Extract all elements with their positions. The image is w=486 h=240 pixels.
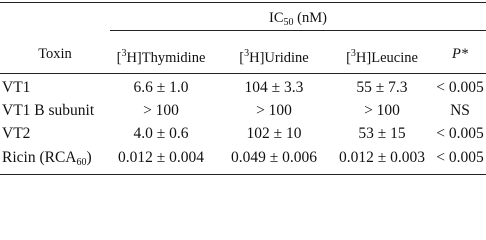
column-header-leucine: [$^3$H]Leucine [346,48,418,66]
cell-leucine: 0.012 ± 0.003 [338,149,426,166]
cell-uridine: > 100 [256,102,292,119]
cell-p-value: < 0.005 [436,149,484,166]
cell-uridine: 102 ± 10 [246,125,302,142]
cell-uridine: 104 ± 3.3 [244,79,304,96]
bottom-rule [0,174,486,175]
cell-p-value: < 0.005 [436,79,484,96]
cell-toxin: VT1 B subunit [2,102,95,119]
cell-thymidine: > 100 [143,102,179,119]
column-header-toxin: Toxin [38,46,72,62]
column-header-uridine: [$^3$H]Uridine [239,48,309,66]
column-header-thymidine: [$^3$H]Thymidine [116,48,206,66]
group-header-rule [110,30,486,31]
cell-toxin: VT1 [2,79,31,96]
group-header-ic50: $IC_{50}$ (nM) [269,10,327,28]
cell-thymidine: 4.0 ± 0.6 [133,125,189,142]
header-rule [0,73,486,74]
cell-leucine: 55 ± 7.3 [356,79,408,96]
cell-p-value: NS [450,102,470,119]
column-header-p-value: P* [451,46,469,62]
cell-thymidine: 6.6 ± 1.0 [133,79,189,96]
cell-thymidine: 0.012 ± 0.004 [117,149,205,166]
cell-leucine: > 100 [364,102,400,119]
top-rule [0,2,486,3]
cell-leucine: 53 ± 15 [358,125,406,142]
cell-toxin: Ricin $(RCA_{60})$ [2,149,92,168]
cell-p-value: < 0.005 [436,125,484,142]
cell-toxin: VT2 [2,125,31,142]
cell-uridine: 0.049 ± 0.006 [230,149,318,166]
